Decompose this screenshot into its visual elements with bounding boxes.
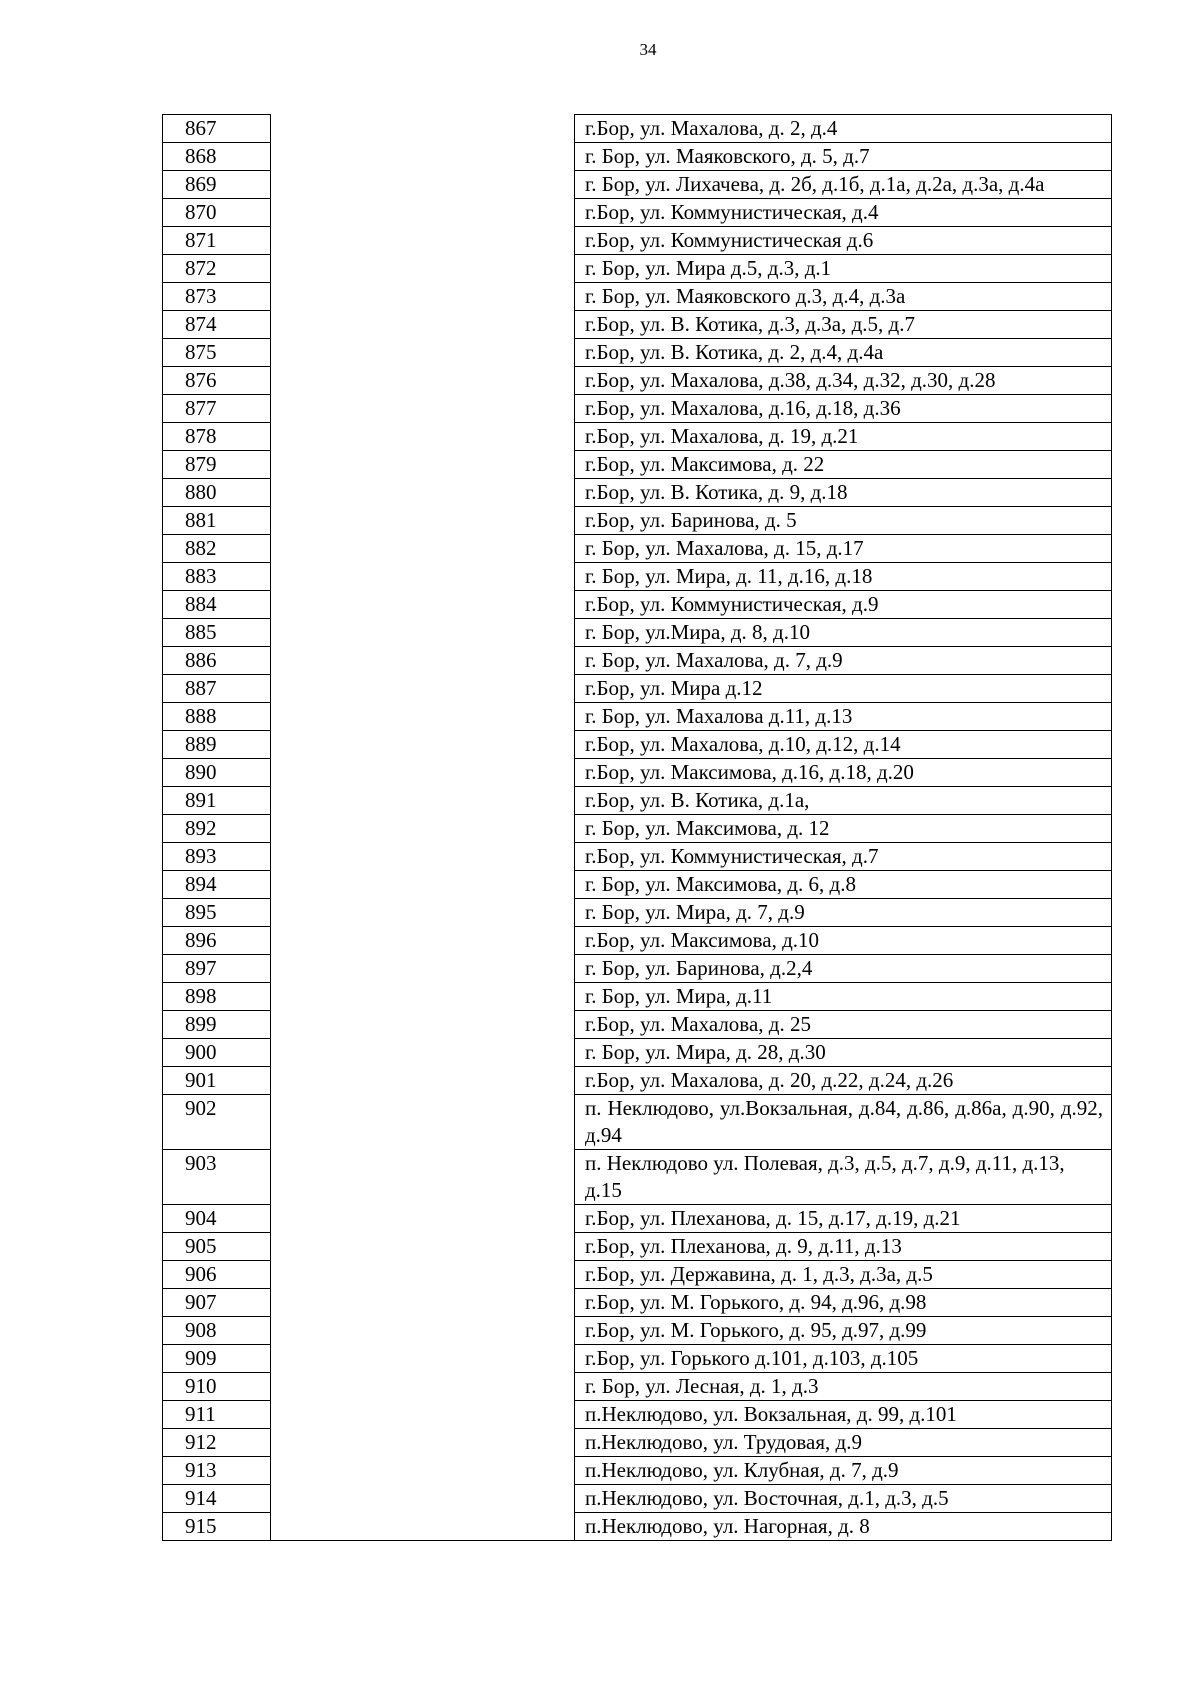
empty-middle-cell (271, 339, 575, 367)
address-cell: п. Неклюдово ул. Полевая, д.3, д.5, д.7, д.9, д.11, д.13, д.15 (575, 1150, 1112, 1205)
table-row (163, 871, 1112, 899)
row-number-cell: 904 (163, 1205, 271, 1233)
row-number-cell: 901 (163, 1067, 271, 1095)
empty-middle-cell (271, 451, 575, 479)
address-cell: г. Бор, ул. Лесная, д. 1, д.3 (575, 1373, 1112, 1401)
address-table (162, 114, 1112, 1541)
table-row (163, 115, 1112, 143)
address-cell: г.Бор, ул. В. Котика, д. 9, д.18 (575, 479, 1112, 507)
address-cell: г.Бор, ул. Мира д.12 (575, 675, 1112, 703)
table-row (163, 283, 1112, 311)
row-number-cell: 908 (163, 1317, 271, 1345)
row-number-cell: 877 (163, 395, 271, 423)
empty-middle-cell (271, 619, 575, 647)
table-row (163, 1513, 1112, 1541)
table-row (163, 1095, 1112, 1150)
table-row (163, 731, 1112, 759)
empty-middle-cell (271, 535, 575, 563)
row-number-cell: 884 (163, 591, 271, 619)
empty-middle-cell (271, 955, 575, 983)
row-number-cell: 899 (163, 1011, 271, 1039)
table-row (163, 171, 1112, 199)
address-cell: г.Бор, ул. Максимова, д.10 (575, 927, 1112, 955)
address-cell: г.Бор, ул. Махалова, д. 25 (575, 1011, 1112, 1039)
address-cell: г.Бор, ул. Махалова, д.10, д.12, д.14 (575, 731, 1112, 759)
address-cell: г. Бор, ул. Баринова, д.2,4 (575, 955, 1112, 983)
address-cell: г. Бор, ул. Маяковского д.3, д.4, д.3а (575, 283, 1112, 311)
table-row (163, 955, 1112, 983)
table-row (163, 143, 1112, 171)
address-cell: п.Неклюдово, ул. Восточная, д.1, д.3, д.5 (575, 1485, 1112, 1513)
empty-middle-cell (271, 1345, 575, 1373)
empty-middle-cell (271, 927, 575, 955)
address-cell: г.Бор, ул. Махалова, д. 19, д.21 (575, 423, 1112, 451)
row-number-cell: 887 (163, 675, 271, 703)
row-number-cell: 880 (163, 479, 271, 507)
empty-middle-cell (271, 1095, 575, 1150)
empty-middle-cell (271, 367, 575, 395)
table-row (163, 703, 1112, 731)
empty-middle-cell (271, 1233, 575, 1261)
table-row (163, 787, 1112, 815)
row-number-cell: 890 (163, 759, 271, 787)
empty-middle-cell (271, 115, 575, 143)
address-cell: п.Неклюдово, ул. Вокзальная, д. 99, д.101 (575, 1401, 1112, 1429)
table-row (163, 311, 1112, 339)
empty-middle-cell (271, 423, 575, 451)
address-cell: г.Бор, ул. Максимова, д.16, д.18, д.20 (575, 759, 1112, 787)
address-cell: г. Бор, ул. Мира, д. 7, д.9 (575, 899, 1112, 927)
empty-middle-cell (271, 675, 575, 703)
table-row (163, 1039, 1112, 1067)
empty-middle-cell (271, 1289, 575, 1317)
address-cell: г. Бор, ул. Максимова, д. 6, д.8 (575, 871, 1112, 899)
address-cell: г.Бор, ул. В. Котика, д. 2, д.4, д.4а (575, 339, 1112, 367)
empty-middle-cell (271, 759, 575, 787)
address-cell: п.Неклюдово, ул. Клубная, д. 7, д.9 (575, 1457, 1112, 1485)
table-row (163, 563, 1112, 591)
address-cell: г.Бор, ул. Максимова, д. 22 (575, 451, 1112, 479)
row-number-cell: 871 (163, 227, 271, 255)
address-cell: г. Бор, ул. Лихачева, д. 2б, д.1б, д.1а, д.2а, д.3а, д.4а (575, 171, 1112, 199)
address-cell: г. Бор, ул. Махалова, д. 15, д.17 (575, 535, 1112, 563)
address-cell: г.Бор, ул. В. Котика, д.3, д.3а, д.5, д.7 (575, 311, 1112, 339)
table-row (163, 983, 1112, 1011)
empty-middle-cell (271, 899, 575, 927)
table-row (163, 339, 1112, 367)
address-cell: г. Бор, ул. Мира, д. 11, д.16, д.18 (575, 563, 1112, 591)
empty-middle-cell (271, 563, 575, 591)
table-row (163, 367, 1112, 395)
address-cell: г.Бор, ул. Горького д.101, д.103, д.105 (575, 1345, 1112, 1373)
row-number-cell: 909 (163, 1345, 271, 1373)
row-number-cell: 903 (163, 1150, 271, 1205)
table-row (163, 1429, 1112, 1457)
empty-middle-cell (271, 1039, 575, 1067)
empty-middle-cell (271, 703, 575, 731)
table-row (163, 1261, 1112, 1289)
empty-middle-cell (271, 1011, 575, 1039)
address-cell: г.Бор, ул. Коммунистическая, д.7 (575, 843, 1112, 871)
table-row (163, 507, 1112, 535)
table-row (163, 759, 1112, 787)
empty-middle-cell (271, 1067, 575, 1095)
address-cell: г.Бор, ул. Коммунистическая д.6 (575, 227, 1112, 255)
row-number-cell: 897 (163, 955, 271, 983)
table-row (163, 591, 1112, 619)
row-number-cell: 898 (163, 983, 271, 1011)
table-row (163, 199, 1112, 227)
row-number-cell: 906 (163, 1261, 271, 1289)
row-number-cell: 869 (163, 171, 271, 199)
row-number-cell: 912 (163, 1429, 271, 1457)
empty-middle-cell (271, 731, 575, 759)
empty-middle-cell (271, 311, 575, 339)
table-row (163, 1011, 1112, 1039)
empty-middle-cell (271, 591, 575, 619)
table-row (163, 899, 1112, 927)
empty-middle-cell (271, 283, 575, 311)
table-row (163, 619, 1112, 647)
empty-middle-cell (271, 1317, 575, 1345)
row-number-cell: 895 (163, 899, 271, 927)
empty-middle-cell (271, 1373, 575, 1401)
row-number-cell: 879 (163, 451, 271, 479)
empty-middle-cell (271, 1205, 575, 1233)
table-row (163, 1150, 1112, 1205)
empty-middle-cell (271, 787, 575, 815)
table-row (163, 255, 1112, 283)
address-cell: г.Бор, ул. М. Горького, д. 95, д.97, д.99 (575, 1317, 1112, 1345)
empty-middle-cell (271, 507, 575, 535)
empty-middle-cell (271, 1457, 575, 1485)
row-number-cell: 913 (163, 1457, 271, 1485)
address-table-body (163, 115, 1112, 1541)
page-number: 34 (639, 40, 657, 59)
empty-middle-cell (271, 843, 575, 871)
address-cell: г.Бор, ул. Коммунистическая, д.4 (575, 199, 1112, 227)
address-cell: г. Бор, ул. Максимова, д. 12 (575, 815, 1112, 843)
table-row (163, 1205, 1112, 1233)
empty-middle-cell (271, 171, 575, 199)
empty-middle-cell (271, 1261, 575, 1289)
table-row (163, 1373, 1112, 1401)
empty-middle-cell (271, 1150, 575, 1205)
row-number-cell: 876 (163, 367, 271, 395)
empty-middle-cell (271, 395, 575, 423)
row-number-cell: 875 (163, 339, 271, 367)
table-row (163, 1485, 1112, 1513)
address-cell: г. Бор, ул. Махалова, д. 7, д.9 (575, 647, 1112, 675)
row-number-cell: 891 (163, 787, 271, 815)
address-cell: г. Бор, ул. Махалова д.11, д.13 (575, 703, 1112, 731)
row-number-cell: 896 (163, 927, 271, 955)
table-row (163, 1233, 1112, 1261)
row-number-cell: 868 (163, 143, 271, 171)
address-cell: г. Бор, ул. Мира, д.11 (575, 983, 1112, 1011)
address-cell: г.Бор, ул. Махалова, д.16, д.18, д.36 (575, 395, 1112, 423)
table-row (163, 647, 1112, 675)
row-number-cell: 910 (163, 1373, 271, 1401)
empty-middle-cell (271, 1401, 575, 1429)
address-cell: г. Бор, ул. Мира д.5, д.3, д.1 (575, 255, 1112, 283)
empty-middle-cell (271, 871, 575, 899)
row-number-cell: 883 (163, 563, 271, 591)
address-cell: г.Бор, ул. Махалова, д. 2, д.4 (575, 115, 1112, 143)
table-row (163, 1457, 1112, 1485)
row-number-cell: 878 (163, 423, 271, 451)
row-number-cell: 872 (163, 255, 271, 283)
row-number-cell: 888 (163, 703, 271, 731)
row-number-cell: 874 (163, 311, 271, 339)
table-row (163, 675, 1112, 703)
row-number-cell: 907 (163, 1289, 271, 1317)
table-row (163, 479, 1112, 507)
row-number-cell: 900 (163, 1039, 271, 1067)
address-cell: п.Неклюдово, ул. Нагорная, д. 8 (575, 1513, 1112, 1541)
empty-middle-cell (271, 983, 575, 1011)
empty-middle-cell (271, 227, 575, 255)
empty-middle-cell (271, 1485, 575, 1513)
row-number-cell: 915 (163, 1513, 271, 1541)
row-number-cell: 889 (163, 731, 271, 759)
row-number-cell: 893 (163, 843, 271, 871)
row-number-cell: 905 (163, 1233, 271, 1261)
address-cell: г.Бор, ул. Державина, д. 1, д.3, д.3а, д.5 (575, 1261, 1112, 1289)
row-number-cell: 882 (163, 535, 271, 563)
address-cell: г.Бор, ул. В. Котика, д.1а, (575, 787, 1112, 815)
empty-middle-cell (271, 1429, 575, 1457)
row-number-cell: 892 (163, 815, 271, 843)
address-cell: г.Бор, ул. Баринова, д. 5 (575, 507, 1112, 535)
address-cell: г.Бор, ул. Коммунистическая, д.9 (575, 591, 1112, 619)
table-row (163, 395, 1112, 423)
address-cell: г.Бор, ул. Махалова, д.38, д.34, д.32, д.30, д.28 (575, 367, 1112, 395)
empty-middle-cell (271, 255, 575, 283)
table-row (163, 535, 1112, 563)
table-row (163, 1345, 1112, 1373)
table-row (163, 927, 1112, 955)
table-row (163, 423, 1112, 451)
address-cell: п.Неклюдово, ул. Трудовая, д.9 (575, 1429, 1112, 1457)
row-number-cell: 902 (163, 1095, 271, 1150)
table-row (163, 451, 1112, 479)
empty-middle-cell (271, 199, 575, 227)
empty-middle-cell (271, 647, 575, 675)
table-row (163, 843, 1112, 871)
row-number-cell: 911 (163, 1401, 271, 1429)
row-number-cell: 894 (163, 871, 271, 899)
address-cell: г.Бор, ул. Махалова, д. 20, д.22, д.24, д.26 (575, 1067, 1112, 1095)
empty-middle-cell (271, 479, 575, 507)
address-cell: п. Неклюдово, ул.Вокзальная, д.84, д.86, д.86а, д.90, д.92, д.94 (575, 1095, 1112, 1150)
table-row (163, 227, 1112, 255)
address-cell: г.Бор, ул. Плеханова, д. 15, д.17, д.19, д.21 (575, 1205, 1112, 1233)
empty-middle-cell (271, 1513, 575, 1541)
empty-middle-cell (271, 143, 575, 171)
row-number-cell: 870 (163, 199, 271, 227)
table-row (163, 1317, 1112, 1345)
address-cell: г.Бор, ул. Плеханова, д. 9, д.11, д.13 (575, 1233, 1112, 1261)
row-number-cell: 873 (163, 283, 271, 311)
row-number-cell: 867 (163, 115, 271, 143)
address-cell: г. Бор, ул. Мира, д. 28, д.30 (575, 1039, 1112, 1067)
empty-middle-cell (271, 815, 575, 843)
table-row (163, 1401, 1112, 1429)
row-number-cell: 886 (163, 647, 271, 675)
address-cell: г.Бор, ул. М. Горького, д. 94, д.96, д.98 (575, 1289, 1112, 1317)
address-cell: г. Бор, ул. Маяковского, д. 5, д.7 (575, 143, 1112, 171)
table-row (163, 1289, 1112, 1317)
table-row (163, 1067, 1112, 1095)
address-cell: г. Бор, ул.Мира, д. 8, д.10 (575, 619, 1112, 647)
row-number-cell: 885 (163, 619, 271, 647)
table-row (163, 815, 1112, 843)
row-number-cell: 881 (163, 507, 271, 535)
row-number-cell: 914 (163, 1485, 271, 1513)
